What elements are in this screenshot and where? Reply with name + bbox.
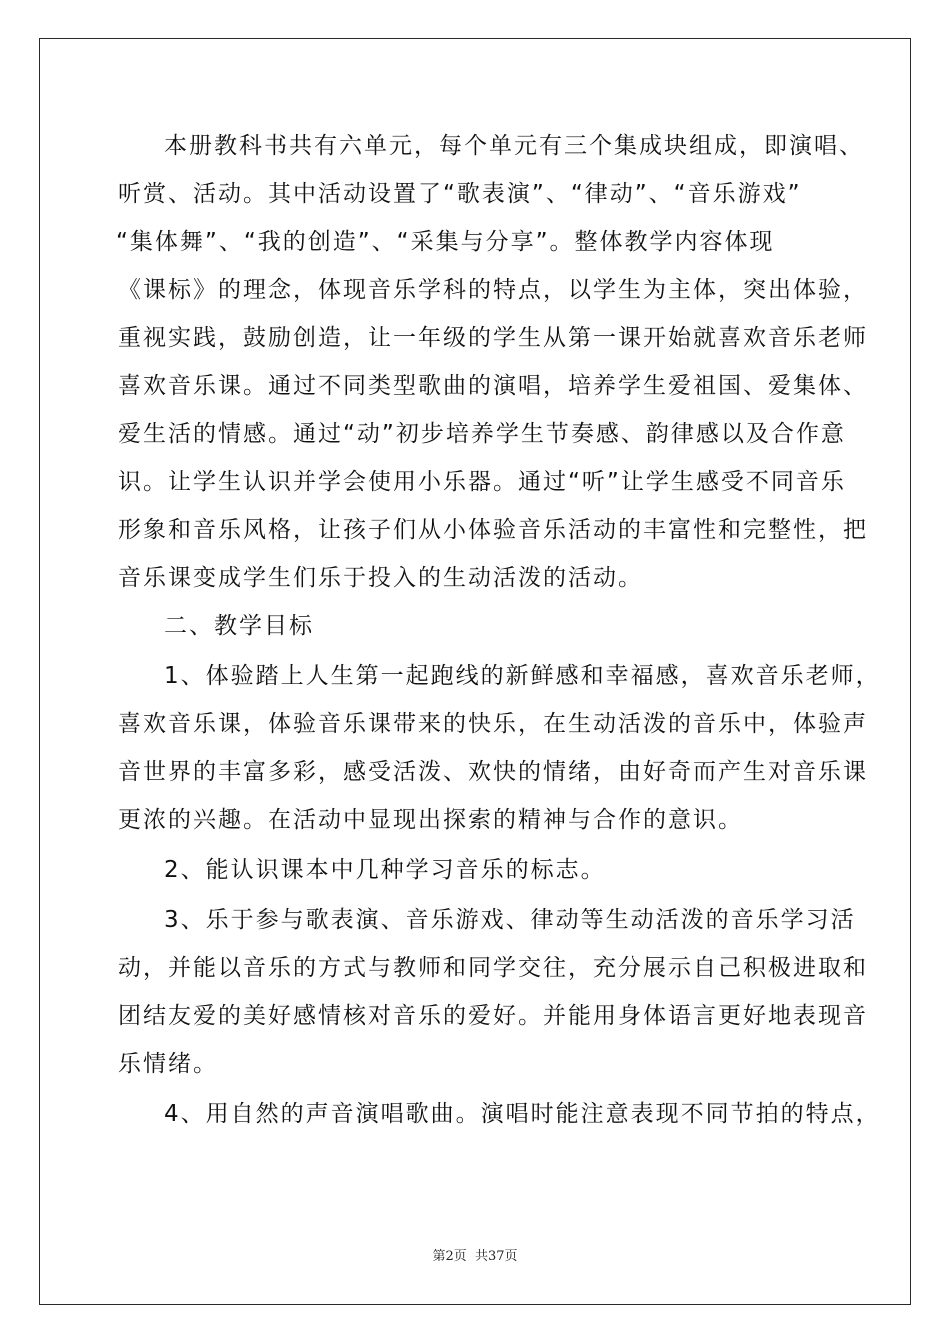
text-line: 动，并能以音乐的方式与教师和同学交往，充分展示自己积极进取和 [118,955,868,981]
text-line: 2、能认识课本中几种学习音乐的标志。 [164,857,606,883]
text-line: 音乐课变成学生们乐于投入的生动活泼的活动。 [118,565,643,591]
text-line: 识。让学生认识并学会使用小乐器。通过“听”让学生感受不同音乐 [118,469,846,495]
text-line: 听赏、活动。其中活动设置了“歌表演”、“律动”、“音乐游戏” [118,181,802,207]
text-line: 爱生活的情感。通过“动”初步培养学生节奏感、韵律感以及合作意 [118,421,846,447]
text-line: 重视实践，鼓励创造，让一年级的学生从第一课开始就喜欢音乐老师 [118,325,868,351]
text-line: 喜欢音乐课，体验音乐课带来的快乐，在生动活泼的音乐中，体验声 [118,711,868,737]
text-line: 本册教科书共有六单元，每个单元有三个集成块组成，即演唱、 [164,133,864,159]
page-footer [0,1245,950,1264]
text-line: 《课标》的理念，体现音乐学科的特点，以学生为主体，突出体验， [118,277,868,303]
text-line: 乐情绪。 [118,1051,218,1077]
text-line: 更浓的兴趣。在活动中显现出探索的精神与合作的意识。 [118,807,743,833]
text-line: 喜欢音乐课。通过不同类型歌曲的演唱，培养学生爱祖国、爱集体、 [118,373,868,399]
text-line: 1、体验踏上人生第一起跑线的新鲜感和幸福感，喜欢音乐老师， [164,663,881,689]
text-line: 形象和音乐风格，让孩子们从小体验音乐活动的丰富性和完整性，把 [118,517,868,543]
text-line: “集体舞”、“我的创造”、“采集与分享”。整体教学内容体现 [116,229,775,255]
page-total: 共37页 [474,1249,518,1264]
page-number: 第2页 [432,1249,467,1264]
text-line: 3、乐于参与歌表演、音乐游戏、律动等生动活泼的音乐学习活 [164,907,856,933]
text-line: 音世界的丰富多彩，感受活泼、欢快的情绪，由好奇而产生对音乐课 [118,759,868,785]
text-line: 4、用自然的声音演唱歌曲。演唱时能注意表现不同节拍的特点， [164,1101,881,1127]
text-line: 团结友爱的美好感情核对音乐的爱好。并能用身体语言更好地表现音 [118,1003,868,1029]
section-heading: 二、教学目标 [164,613,314,639]
